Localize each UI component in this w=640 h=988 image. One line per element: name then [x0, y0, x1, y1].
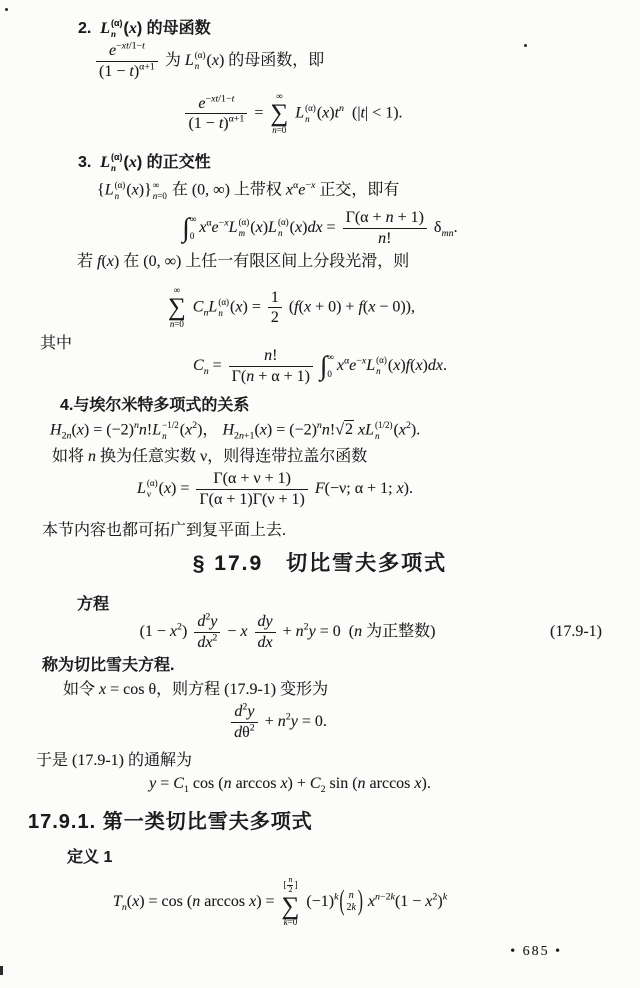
substitution-note: 如令 x = cos θ，则方程 (17.9-1) 变形为: [63, 681, 329, 698]
formula-associated-laguerre: L (α) ν (x) = $\frac{\Gamma(\alpha + \nu + 1)}{\Gamma(\alpha + 1)\Gamma(\nu + 1)}$ F(−ν; α + 1; x).: [136, 470, 413, 508]
laguerre-item-3-title: 3. L (α) n (x) 的正交性: [78, 152, 211, 173]
complex-plane-note: 本节内容也都可拓广到复平面上去.: [42, 522, 287, 539]
laguerre-item-4-title: 4.与埃尔米特多项式的关系: [60, 397, 250, 414]
formula-orthogonality: ∫ ∞ 0 $x^\alpha e^{-x}L$ (α) m (x)L (α) n (x)dx = $\frac{\Gamma(\alpha + n + 1)}{n!}$ $\delta_{mn}$.: [182, 209, 458, 247]
hermite-relation-formula: $H_{2n}(x) = (-2)^nn!L$ −1/2 n $(x^2)$， $H_{2n+1}(x) = (-2)^nn!√2$ xL (1/2) n $(x^2)$.: [50, 420, 421, 442]
equation-name-note: 称为切比雪夫方程.: [42, 657, 175, 674]
orthogonality-intro: {L (α) n (x)} ∞ n=0 在 (0, ∞) 上带权 $x^\alpha e^{-x}$ 正交，即有: [97, 180, 400, 201]
formula-series-expansion: ∞ ∑ n=0 $C_nL$ (α) n (x) = $\frac{1}{2}$ (f(x + 0) + f(x − 0)),: [167, 285, 416, 329]
scan-speck: [0, 966, 3, 975]
formula-generating-function: $\frac{e^{-xt/1-t}}{(1 - t)^{\alpha+1}}$ = ∞ ∑ n=0 L (α) n $(x)t^n$ (|t| < 1).: [0, 92, 585, 136]
page-number: • 685 •: [510, 944, 562, 959]
where-label: 其中: [40, 335, 73, 352]
equation-label: 方程: [77, 596, 110, 613]
definition-label: 定义 1: [67, 849, 113, 866]
formula-chebyshev-definition: $T_n(x) = \cos (n$ arccos x) = [ $\frac{n}{2}$ ] ∑ k=0 $(-1)^k$( n 2k ) $x^{n-2k}(1 - x^2)^k$: [112, 875, 448, 928]
chebyshev-equation: $(1 - x^2)$ $\frac{d^2y}{dx^2}$ − x $\frac{dy}{dx}$ + $n^2y = 0$ (n 为正整数): [139, 611, 436, 651]
laguerre-item-2-title: 2. L (α) n (x) 的母函数: [78, 18, 211, 39]
scan-speck: [524, 44, 527, 47]
section-heading: § 17.9 切比雪夫多项式: [192, 552, 448, 575]
general-solution-intro: 于是 (17.9-1) 的通解为: [36, 752, 192, 769]
formula-series-coefficient: $C_n$ = $\frac{n!}{\Gamma(n + \alpha + 1)}$ ∫ ∞ 0 $x^\alpha e^{-x}L$ (α) n (x)f(x)dx.: [193, 347, 447, 385]
equation-tag: (17.9-1): [550, 623, 602, 640]
scan-speck: [5, 8, 8, 11]
subsection-heading: 17.9.1. 第一类切比雪夫多项式: [28, 811, 313, 833]
formula-general-solution: $y = C_1$ cos (n $\arccos x) + C_2$ sin (n arccos x).: [149, 775, 431, 796]
laguerre-generating-intro: $\frac{e^{-xt/1-t}}{(1 - t)^{\alpha+1}}$ 为 L (α) n (x) 的母函数，即: [93, 42, 324, 80]
formula-theta-equation: $\frac{d^2y}{d\theta^2}$ + $n^2y = 0$.: [0, 703, 555, 741]
piecewise-smooth-note: 若 f(x) 在 (0, ∞) 上任一有限区间上分段光滑，则: [77, 253, 410, 270]
real-nu-note: 如将 n 换为任意实数 ν，则得连带拉盖尔函数: [52, 448, 368, 465]
